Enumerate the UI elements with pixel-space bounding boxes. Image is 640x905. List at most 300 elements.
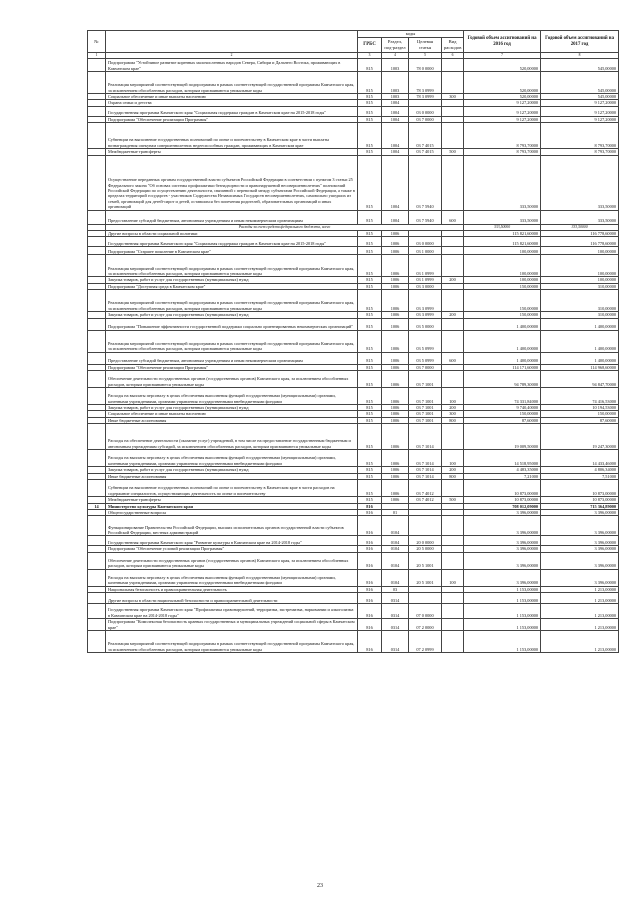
cell-target-article bbox=[409, 516, 442, 536]
cell-2016: 115 821,60000 bbox=[464, 231, 541, 237]
table-row bbox=[88, 155, 619, 210]
cell-grbs: 816 bbox=[358, 503, 382, 509]
cell-razdel: 1006 bbox=[382, 318, 409, 330]
cell-target-article: 03 1 0999 bbox=[409, 255, 442, 277]
cell-name: Расходы на выплаты персоналу в целях обеспечения выполнения функций государственными (муниципальными) органами, казенными учреждениями, органами управления государственными внебюджетными фондами bbox=[106, 388, 358, 405]
cell-2016: 1 400,00000 bbox=[464, 318, 541, 330]
header-razdel: Раздел, под-раздел bbox=[382, 38, 409, 53]
cell-2016: 114 171,60000 bbox=[464, 364, 541, 370]
cell-expense-type: 600 bbox=[442, 352, 464, 364]
cell-2017: 8 793,70000 bbox=[541, 123, 619, 149]
cell-expense-type: 500 bbox=[442, 497, 464, 503]
cell-2017: 7,51000 bbox=[541, 473, 619, 479]
cell-2017: 100,00000 bbox=[541, 277, 619, 283]
cell-name: Подпрограмма "Старшее поколение в Камчатском крае" bbox=[106, 247, 358, 255]
cell-grbs: 815 bbox=[358, 411, 382, 417]
budget-table bbox=[87, 30, 619, 653]
cell-2017: 1 400,00000 bbox=[541, 318, 619, 330]
cell-grbs: 815 bbox=[358, 277, 382, 283]
cell-razdel: 0314 bbox=[382, 619, 409, 631]
cell-2017: 3 396,00000 bbox=[541, 569, 619, 586]
cell-grbs: 815 bbox=[358, 100, 382, 106]
table-row bbox=[88, 290, 619, 312]
cell-target-article: 20 5 0000 bbox=[409, 546, 442, 552]
cell-grbs: 815 bbox=[358, 371, 382, 388]
cell-name: Предоставление субсидий бюджетным, автономным учреждениям и иным некоммерческим организациям bbox=[106, 352, 358, 364]
cell-no bbox=[88, 371, 106, 388]
cell-2016: 9 127,20000 bbox=[464, 116, 541, 122]
cell-razdel: 1004 bbox=[382, 155, 409, 210]
cell-grbs: 815 bbox=[358, 283, 382, 289]
cell-expense-type: 100 bbox=[442, 569, 464, 586]
cell-razdel: 1006 bbox=[382, 247, 409, 255]
cell-name: Иные бюджетные ассигнования bbox=[106, 473, 358, 479]
cell-no bbox=[88, 631, 106, 653]
cell-razdel: 1003 bbox=[382, 59, 409, 72]
column-number: 6 bbox=[442, 53, 464, 59]
cell-name: Реализация мероприятий соответствующей подпрограммы в рамках соответствующей государственной программы Камчатского края, за исключением обособленных расходов, которым присваиваются уникальные коды bbox=[106, 631, 358, 653]
cell-2016: 150,00000 bbox=[464, 283, 541, 289]
table-row bbox=[88, 604, 619, 619]
cell-2017: 1 400,00000 bbox=[541, 330, 619, 352]
cell-razdel: 1006 bbox=[382, 283, 409, 289]
cell-no bbox=[88, 155, 106, 210]
cell-name: Осуществление переданных органам государственной власти субъектов Российской Федерации в соответствии с пунктом 3 статьи 25 Федерального закона "Об основах системы профилактики безнадзорности и правонарушений несовершеннолетних" полномочий Российской Федерации по осуществлению деятельности, связанной с перевозкой между субъектами Российской Федерации, а также в пределах территорий государств - участников Содружества Независимых Государств несовершеннолетних, самовольно ушедших из семей, организаций для детей-сирот и детей, оставшихся без попечения родителей, образовательных организаций и иных организаций bbox=[106, 155, 358, 210]
cell-y2016: 333,50000 bbox=[464, 224, 541, 230]
cell-name: Реализация мероприятий соответствующей подпрограммы в рамках соответствующей государственной программы Камчатского края, за исключением обособленных расходов, которым присваиваются уникальные коды bbox=[106, 330, 358, 352]
cell-2016: 8 793,70000 bbox=[464, 149, 541, 155]
cell-target-article: 20 5 1001 bbox=[409, 569, 442, 586]
table-row bbox=[88, 247, 619, 255]
cell-grbs: 816 bbox=[358, 619, 382, 631]
cell-name: Государственная программа Камчатского края "Профилактика правонарушений, терроризма, экстремизма, наркомании и алкоголизма в Камчатском крае на 2014-2018 годы" bbox=[106, 604, 358, 619]
cell-2016: 3 396,00000 bbox=[464, 509, 541, 515]
cell-grbs: 816 bbox=[358, 586, 382, 592]
cell-expense-type bbox=[442, 255, 464, 277]
cell-grbs: 815 bbox=[358, 364, 382, 370]
cell-2016: 1 400,00000 bbox=[464, 352, 541, 364]
cell-razdel: 1006 bbox=[382, 352, 409, 364]
table-row bbox=[88, 210, 619, 224]
cell-expense-type bbox=[442, 155, 464, 210]
cell-grbs: 816 bbox=[358, 546, 382, 552]
cell-expense-type bbox=[442, 593, 464, 604]
cell-2016: 150,00000 bbox=[464, 312, 541, 318]
cell-target-article: 03 7 0000 bbox=[409, 116, 442, 122]
cell-2017: 3 396,00000 bbox=[541, 509, 619, 515]
cell-expense-type bbox=[442, 72, 464, 94]
table-row bbox=[88, 480, 619, 497]
cell-no bbox=[88, 210, 106, 224]
cell-grbs: 815 bbox=[358, 467, 382, 473]
cell-name: Обеспечение деятельности государственных органов (государственных органов) Камчатского края, за исключением обособленных расходов, которым присваиваются уникальные коды bbox=[106, 552, 358, 569]
cell-2017: 94 847,70000 bbox=[541, 371, 619, 388]
cell-2016: 3 396,00000 bbox=[464, 546, 541, 552]
cell-2017: 8 793,70000 bbox=[541, 149, 619, 155]
cell-name: Подпрограмма "Доступная среда в Камчатском крае" bbox=[106, 283, 358, 289]
cell-target-article: 78 3 0999 bbox=[409, 94, 442, 100]
cell-grbs: 815 bbox=[358, 417, 382, 423]
cell-razdel: 1006 bbox=[382, 473, 409, 479]
cell-name: Подпрограмма "Повышение эффективности государственной поддержки социально ориентированных некоммерческих организаций" bbox=[106, 318, 358, 330]
table-row bbox=[88, 424, 619, 450]
cell-expense-type: 100 bbox=[442, 450, 464, 467]
cell-grbs: 816 bbox=[358, 509, 382, 515]
cell-expense-type bbox=[442, 106, 464, 116]
cell-target-article: 03 7 1001 bbox=[409, 371, 442, 388]
cell-2016: 150,00000 bbox=[464, 290, 541, 312]
cell-2017: 3 396,00000 bbox=[541, 546, 619, 552]
cell-grbs: 815 bbox=[358, 330, 382, 352]
cell-2017: 116 778,60000 bbox=[541, 231, 619, 237]
cell-2017: 3 396,00000 bbox=[541, 536, 619, 546]
cell-name: Министерство культуры Камчатского края bbox=[106, 503, 358, 509]
cell-2016: 100,00000 bbox=[464, 277, 541, 283]
cell-2016: 150,00000 bbox=[464, 411, 541, 417]
cell-target-article: 03 3 0999 bbox=[409, 312, 442, 318]
cell-grbs: 815 bbox=[358, 450, 382, 467]
cell-2017: 10 194,53000 bbox=[541, 405, 619, 411]
cell-razdel: 1004 bbox=[382, 100, 409, 106]
cell-razdel: 1004 bbox=[382, 149, 409, 155]
cell-grbs: 815 bbox=[358, 59, 382, 72]
cell-2017: 150,00000 bbox=[541, 411, 619, 417]
cell-2016: 9 127,20000 bbox=[464, 100, 541, 106]
cell-name: Расходы на выплаты персоналу в целях обеспечения выполнения функций государственными (муниципальными) органами, казенными учреждениями, органами управления государственными внебюджетными фондами bbox=[106, 450, 358, 467]
cell-expense-type bbox=[442, 604, 464, 619]
cell-no bbox=[88, 450, 106, 467]
cell-2017: 715 364,89000 bbox=[541, 503, 619, 509]
cell-2016: 3 396,00000 bbox=[464, 516, 541, 536]
cell-target-article: 03 7 1014 bbox=[409, 467, 442, 473]
cell-target-article: 03 7 1001 bbox=[409, 388, 442, 405]
column-number: 2 bbox=[106, 53, 358, 59]
cell-grbs: 815 bbox=[358, 290, 382, 312]
cell-grbs: 816 bbox=[358, 604, 382, 619]
cell-no bbox=[88, 352, 106, 364]
cell-2017: 1 213,00000 bbox=[541, 619, 619, 631]
cell-2016: 4 483,35000 bbox=[464, 467, 541, 473]
cell-razdel: 0104 bbox=[382, 536, 409, 546]
cell-grbs: 815 bbox=[358, 106, 382, 116]
cell-grbs: 816 bbox=[358, 552, 382, 569]
cell-target-article: 03 7 1014 bbox=[409, 424, 442, 450]
cell-target-article bbox=[409, 593, 442, 604]
cell-target-article: 20 5 1001 bbox=[409, 552, 442, 569]
cell-2016: 87,60000 bbox=[464, 417, 541, 423]
cell-razdel: 1004 bbox=[382, 116, 409, 122]
budget-page bbox=[87, 30, 618, 653]
cell-grbs: 815 bbox=[358, 480, 382, 497]
cell-razdel: 1004 bbox=[382, 106, 409, 116]
cell-expense-type bbox=[442, 59, 464, 72]
cell-2016: 3 396,00000 bbox=[464, 552, 541, 569]
cell-no bbox=[88, 424, 106, 450]
cell-no bbox=[88, 247, 106, 255]
cell-grbs: 815 bbox=[358, 149, 382, 155]
cell-no bbox=[88, 619, 106, 631]
header-name bbox=[106, 31, 358, 53]
cell-razdel: 0104 bbox=[382, 546, 409, 552]
cell-grbs: 815 bbox=[358, 312, 382, 318]
cell-2017: 19 247,30000 bbox=[541, 424, 619, 450]
table-row bbox=[88, 352, 619, 364]
cell-2016: 115 821,60000 bbox=[464, 237, 541, 247]
cell-razdel: 0314 bbox=[382, 593, 409, 604]
cell-no bbox=[88, 593, 106, 604]
cell-grbs: 815 bbox=[358, 318, 382, 330]
cell-razdel: 1004 bbox=[382, 210, 409, 224]
cell-expense-type bbox=[442, 123, 464, 149]
cell-grbs: 815 bbox=[358, 352, 382, 364]
cell-expense-type bbox=[442, 371, 464, 388]
header-grbs: ГРБС bbox=[358, 38, 382, 53]
cell-grbs: 815 bbox=[358, 388, 382, 405]
table-row bbox=[88, 516, 619, 536]
cell-expense-type: 600 bbox=[442, 210, 464, 224]
cell-2017: 1 213,00000 bbox=[541, 593, 619, 604]
cell-razdel: 0104 bbox=[382, 569, 409, 586]
cell-2017: 9 127,20000 bbox=[541, 106, 619, 116]
cell-name: Социальное обеспечение и иные выплаты населению bbox=[106, 411, 358, 417]
table-row bbox=[88, 619, 619, 631]
cell-expense-type: 800 bbox=[442, 417, 464, 423]
cell-name: Реализация мероприятий соответствующей подпрограммы в рамках соответствующей государственной программы Камчатского края, за исключением обособленных расходов, которым присваиваются уникальные коды bbox=[106, 290, 358, 312]
cell-2016: 1 153,00000 bbox=[464, 586, 541, 592]
table-row bbox=[88, 552, 619, 569]
cell-razdel: 1006 bbox=[382, 417, 409, 423]
cell-expense-type: 300 bbox=[442, 94, 464, 100]
cell-name: Общегосударственные вопросы bbox=[106, 509, 358, 515]
cell-grbs: 816 bbox=[358, 516, 382, 536]
cell-name: Подпрограмма "Устойчивое развитие коренных малочисленных народов Севера, Сибири и Дальнего Востока, проживающих в Камчатском крае" bbox=[106, 59, 358, 72]
cell-name: Подпрограмма "Обеспечение условий реализации Программы" bbox=[106, 546, 358, 552]
cell-razdel: 1006 bbox=[382, 450, 409, 467]
cell-name: Государственная программа Камчатского края "Социальная поддержка граждан в Камчатском крае на 2015-2018 годы" bbox=[106, 237, 358, 247]
table-row bbox=[88, 330, 619, 352]
table-row bbox=[88, 388, 619, 405]
cell-target-article: 03 7 4012 bbox=[409, 497, 442, 503]
cell-target-article: 03 7 4015 bbox=[409, 149, 442, 155]
cell-2017: 9 127,20000 bbox=[541, 116, 619, 122]
cell-no bbox=[88, 569, 106, 586]
cell-target-article: 03 3 0000 bbox=[409, 283, 442, 289]
table-row bbox=[88, 593, 619, 604]
cell-name: Субвенции на выполнение государственных полномочий по опеке и попечительству в Камчатском крае в части выплаты вознаграждения опекунам совершеннолетних недееспособных граждан, проживающих в Камчатском крае bbox=[106, 123, 358, 149]
cell-name: Другие вопросы в области социальной политики bbox=[106, 231, 358, 237]
cell-razdel: 0104 bbox=[382, 552, 409, 569]
cell-razdel: 1003 bbox=[382, 94, 409, 100]
table-row bbox=[88, 72, 619, 94]
cell-target-article: 03 7 4012 bbox=[409, 480, 442, 497]
cell-2017: 4 806,34000 bbox=[541, 467, 619, 473]
cell-no bbox=[88, 59, 106, 72]
cell-no bbox=[88, 290, 106, 312]
cell-2016: 100,00000 bbox=[464, 247, 541, 255]
cell-expense-type: 200 bbox=[442, 467, 464, 473]
cell-2017: 14 433,46000 bbox=[541, 450, 619, 467]
cell-grbs: 815 bbox=[358, 210, 382, 224]
cell-2017: 545,00000 bbox=[541, 72, 619, 94]
cell-target-article: 03 5 0999 bbox=[409, 352, 442, 364]
cell-target-article: 03 1 0000 bbox=[409, 247, 442, 255]
cell-grbs: 815 bbox=[358, 116, 382, 122]
cell-expense-type bbox=[442, 290, 464, 312]
table-row bbox=[88, 536, 619, 546]
cell-name: Реализация мероприятий соответствующей подпрограммы в рамках соответствующей государственной программы Камчатского края, за исключением обособленных расходов, которым присваиваются уникальные коды bbox=[106, 255, 358, 277]
table-row bbox=[88, 450, 619, 467]
cell-razdel: 1006 bbox=[382, 312, 409, 318]
cell-name: Национальная безопасность и правоохранительная деятельность bbox=[106, 586, 358, 592]
table-row bbox=[88, 255, 619, 277]
cell-expense-type bbox=[442, 552, 464, 569]
cell-razdel: 01 bbox=[382, 509, 409, 515]
cell-name: Охрана семьи и детства bbox=[106, 100, 358, 106]
cell-2017: 1 213,00000 bbox=[541, 586, 619, 592]
cell-2016: 333,50000 bbox=[464, 155, 541, 210]
header-statya: Целевая статья bbox=[409, 38, 442, 53]
cell-y2017: 333,50000 bbox=[541, 224, 619, 230]
cell-target-article: 20 0 0000 bbox=[409, 536, 442, 546]
cell-target-article: 07 2 0000 bbox=[409, 619, 442, 631]
cell-razdel: 1006 bbox=[382, 277, 409, 283]
cell-2016: 1 153,00000 bbox=[464, 604, 541, 619]
cell-2016: 9 127,20000 bbox=[464, 106, 541, 116]
cell-grbs: 815 bbox=[358, 231, 382, 237]
cell-2017: 114 968,60000 bbox=[541, 364, 619, 370]
cell-razdel: 0314 bbox=[382, 631, 409, 653]
cell-razdel: 1006 bbox=[382, 290, 409, 312]
cell-name: Функционирование Правительства Российской Федерации, высших исполнительных органов государственной власти субъектов Российской Федерации, местных администраций bbox=[106, 516, 358, 536]
cell-target-article: 03 5 0000 bbox=[409, 318, 442, 330]
cell-2017: 10 873,00000 bbox=[541, 497, 619, 503]
cell-grbs: 816 bbox=[358, 593, 382, 604]
cell-razdel: 1006 bbox=[382, 237, 409, 247]
cell-grbs: 816 bbox=[358, 631, 382, 653]
cell-2016: 520,00000 bbox=[464, 94, 541, 100]
cell-no bbox=[88, 388, 106, 405]
cell-name: Закупка товаров, работ и услуг для государственных (муниципальных) нужд bbox=[106, 405, 358, 411]
cell-razdel: 1006 bbox=[382, 255, 409, 277]
cell-name: Подпрограмма "Обеспечение реализации Программы" bbox=[106, 116, 358, 122]
column-number: 8 bbox=[541, 53, 619, 59]
table-row bbox=[88, 123, 619, 149]
cell-expense-type: 100 bbox=[442, 388, 464, 405]
header-codes: коды bbox=[358, 31, 464, 38]
column-number: 4 bbox=[382, 53, 409, 59]
cell-name: Подпрограмма "Комплексная безопасность краевых государственных и муниципальных учреждений социальной сферы в Камчатском крае" bbox=[106, 619, 358, 631]
cell-grbs: 815 bbox=[358, 424, 382, 450]
cell-razdel: 1006 bbox=[382, 467, 409, 473]
cell-expense-type: 300 bbox=[442, 411, 464, 417]
note-text: Расходы за счет средств федерального бюджета, всего bbox=[106, 224, 464, 230]
cell-expense-type: 200 bbox=[442, 405, 464, 411]
cell-name: Другие вопросы в области национальной безопасности и правоохранительной деятельности bbox=[106, 593, 358, 604]
cell-name: Субвенции на выполнение государственных полномочий по опеке и попечительству в Камчатском крае в части расходов на содержание специалистов, осуществляющих деятельность по опеке и попечительству bbox=[106, 480, 358, 497]
cell-2017: 1 213,00000 bbox=[541, 631, 619, 653]
cell-2017: 1 400,00000 bbox=[541, 352, 619, 364]
cell-razdel: 03 bbox=[382, 586, 409, 592]
cell-target-article: 03 1 0999 bbox=[409, 277, 442, 283]
cell-name: Иные бюджетные ассигнования bbox=[106, 417, 358, 423]
table-row bbox=[88, 569, 619, 586]
cell-razdel: 1006 bbox=[382, 497, 409, 503]
cell-no bbox=[88, 604, 106, 619]
cell-grbs: 815 bbox=[358, 72, 382, 94]
cell-razdel: 1006 bbox=[382, 411, 409, 417]
cell-grbs: 816 bbox=[358, 569, 382, 586]
cell-grbs: 815 bbox=[358, 94, 382, 100]
cell-expense-type: 500 bbox=[442, 149, 464, 155]
cell-razdel: 1006 bbox=[382, 231, 409, 237]
cell-no bbox=[88, 255, 106, 277]
cell-razdel: 1006 bbox=[382, 480, 409, 497]
header-2017: Годовой объем ассигнований на 2017 год bbox=[541, 31, 619, 53]
page-number: 23 bbox=[317, 883, 323, 889]
cell-target-article: 03 5 0999 bbox=[409, 330, 442, 352]
cell-no bbox=[88, 480, 106, 497]
cell-razdel: 1004 bbox=[382, 123, 409, 149]
cell-expense-type: 200 bbox=[442, 277, 464, 283]
cell-no bbox=[88, 72, 106, 94]
cell-2017: 3 396,00000 bbox=[541, 516, 619, 536]
column-number: 5 bbox=[409, 53, 442, 59]
cell-name: Расходы на обеспечение деятельности (оказание услуг) учреждений, в том числе на предоставление государственным бюджетным и автономным учреждениям субсидий, за исключением обособленных расходов, которым присваиваются уникальные коды bbox=[106, 424, 358, 450]
cell-name: Реализация мероприятий соответствующей подпрограммы в рамках соответствующей государственной программы Камчатского края, за исключением обособленных расходов, которым присваиваются уникальные коды bbox=[106, 72, 358, 94]
cell-2016: 333,50000 bbox=[464, 210, 541, 224]
cell-target-article: 03 7 1001 bbox=[409, 405, 442, 411]
cell-expense-type bbox=[442, 237, 464, 247]
cell-2016: 100,00000 bbox=[464, 255, 541, 277]
cell-2016: 1 153,00000 bbox=[464, 593, 541, 604]
header-no: № bbox=[88, 31, 106, 53]
cell-expense-type bbox=[442, 619, 464, 631]
cell-2017: 310,00000 bbox=[541, 283, 619, 289]
cell-razdel: 1006 bbox=[382, 330, 409, 352]
cell-razdel: 1006 bbox=[382, 405, 409, 411]
cell-2017: 10 873,00000 bbox=[541, 480, 619, 497]
cell-2017: 87,60000 bbox=[541, 417, 619, 423]
cell-target-article: 03 0 0000 bbox=[409, 106, 442, 116]
cell-target-article: 03 7 1001 bbox=[409, 411, 442, 417]
column-number: 1 bbox=[88, 53, 106, 59]
cell-no bbox=[88, 106, 106, 116]
cell-target-article: 03 7 5940 bbox=[409, 210, 442, 224]
cell-2016: 9 740,40000 bbox=[464, 405, 541, 411]
cell-2017: 310,00000 bbox=[541, 290, 619, 312]
cell-grbs: 816 bbox=[358, 536, 382, 546]
cell-name: Расходы на выплаты персоналу в целях обеспечения выполнения функций государственными (муниципальными) органами, казенными учреждениями, органами управления государственными внебюджетными фондами bbox=[106, 569, 358, 586]
cell-no: 14 bbox=[88, 503, 106, 509]
cell-2016: 708 012,09000 bbox=[464, 503, 541, 509]
cell-target-article: 03 7 4015 bbox=[409, 123, 442, 149]
cell-name: Закупка товаров, работ и услуг для государственных (муниципальных) нужд bbox=[106, 277, 358, 283]
table-row bbox=[88, 318, 619, 330]
cell-no bbox=[88, 237, 106, 247]
cell-2016: 8 793,70000 bbox=[464, 123, 541, 149]
cell-no bbox=[88, 123, 106, 149]
cell-target-article: 03 0 0000 bbox=[409, 237, 442, 247]
cell-name: Межбюджетные трансферты bbox=[106, 497, 358, 503]
cell-expense-type bbox=[442, 516, 464, 536]
cell-2016: 3 396,00000 bbox=[464, 569, 541, 586]
cell-no bbox=[88, 552, 106, 569]
cell-2016: 7,21000 bbox=[464, 473, 541, 479]
cell-2016: 10 873,00000 bbox=[464, 480, 541, 497]
cell-no bbox=[88, 536, 106, 546]
cell-razdel: 1006 bbox=[382, 364, 409, 370]
cell-2016: 520,00000 bbox=[464, 59, 541, 72]
